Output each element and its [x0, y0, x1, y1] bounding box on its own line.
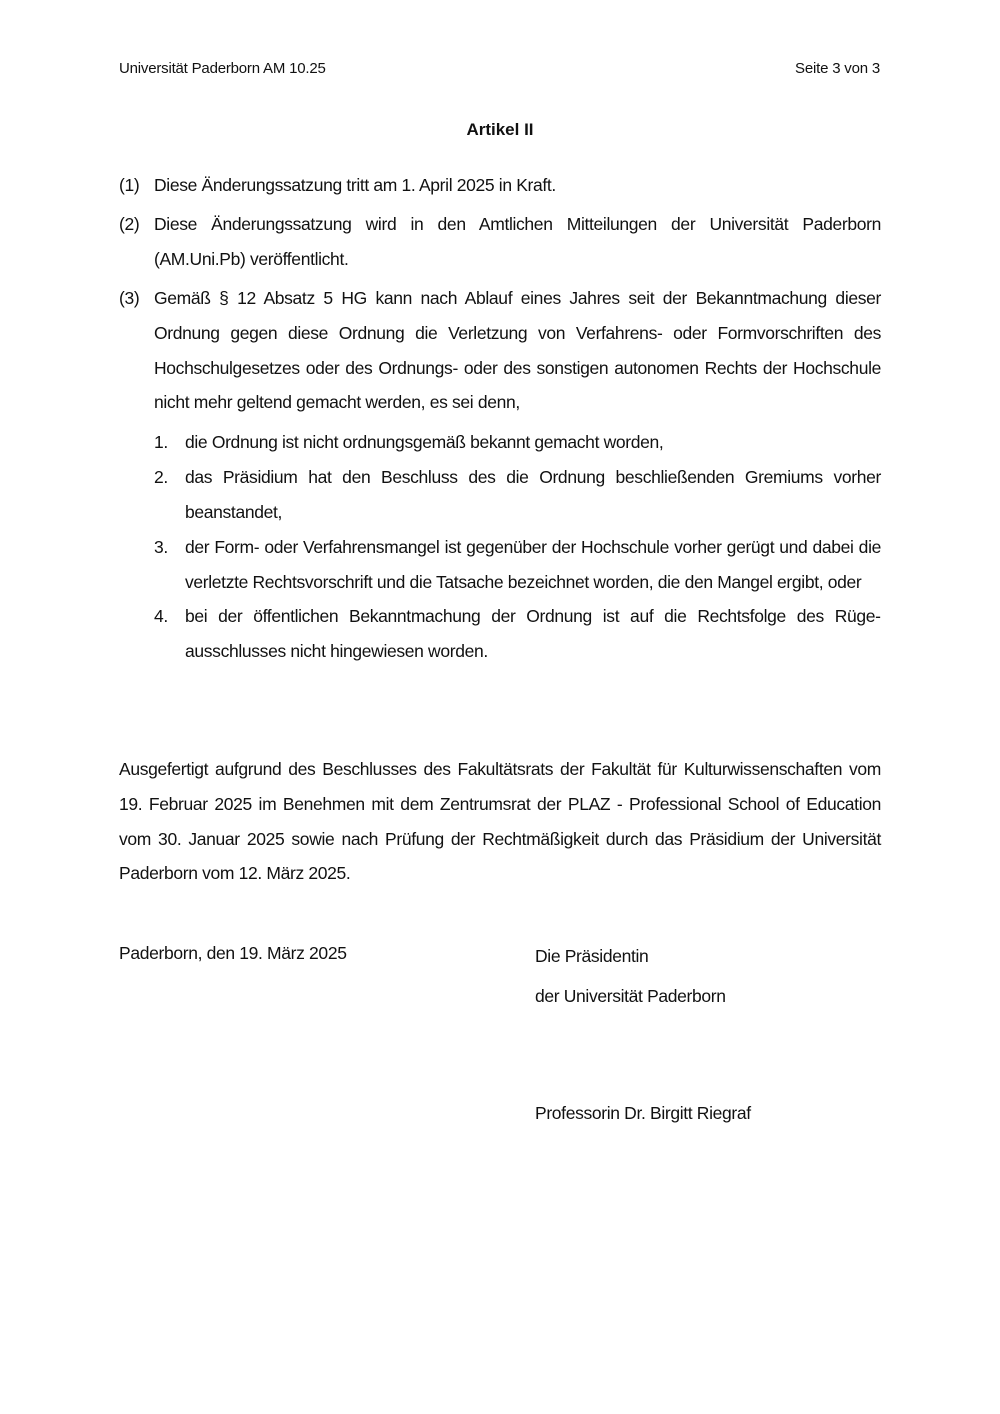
signature-role	[535, 936, 726, 1016]
list-item-number: 2.	[154, 467, 168, 487]
article-title: Artikel II	[466, 120, 534, 139]
list-item-text: das Präsidium hat den Beschluss des die Ordnung beschließenden Gremiums vorher beanstandet,	[185, 467, 881, 522]
closing-statement: Ausgefertigt aufgrund des Beschlusses des Fakultätsrats der Fakultät für Kulturwissenschaften vom 19. Februar 2025 im Benehmen mit dem Zentrumsrat der PLAZ - Professional School of Education vom 30. Januar 2025 sowie nach Prüfung der Rechtmäßigkeit durch das Präsidium der Universität Paderborn vom 12. März 2025.	[119, 759, 881, 884]
paragraph-3	[119, 281, 881, 420]
paragraph-number: (1)	[119, 175, 140, 195]
header-institution: Universität Paderborn AM 10.25	[119, 60, 326, 77]
list-item	[154, 530, 881, 600]
signature-role-line-2: der Universität Paderborn	[535, 986, 726, 1006]
list-item	[154, 460, 881, 530]
list-item-number: 3.	[154, 537, 168, 557]
paragraph-number: (2)	[119, 214, 140, 234]
place-date: Paderborn, den 19. März 2025	[119, 943, 347, 963]
paragraph-text: Diese Änderungssatzung wird in den Amtlichen Mitteilungen der Universität Paderborn (AM.Uni.Pb) veröffentlicht.	[154, 214, 881, 269]
signature-role-line-1: Die Präsidentin	[535, 946, 649, 966]
paragraph-number: (3)	[119, 288, 140, 308]
paragraph-text: Diese Änderungssatzung tritt am 1. April 2025 in Kraft.	[154, 175, 556, 195]
list-item-number: 4.	[154, 606, 168, 626]
list-item	[154, 425, 881, 460]
paragraph-1	[119, 168, 881, 203]
signer-name: Professorin Dr. Birgitt Riegraf	[535, 1103, 751, 1123]
paragraph-2	[119, 207, 881, 277]
list-item-text: bei der öffentlichen Bekanntmachung der Ordnung ist auf die Rechtsfolge des Rügeausschlusses nicht hingewiesen worden.	[185, 606, 881, 661]
list-item-text: die Ordnung ist nicht ordnungsgemäß bekannt gemacht worden,	[185, 432, 664, 452]
paragraph-text: Gemäß § 12 Absatz 5 HG kann nach Ablauf eines Jahres seit der Bekanntmachung dieser Ordnung gegen diese Ordnung die Verletzung von Verfahrens- oder Formvorschriften des Hochschulgesetzes oder des Ordnungs- oder des sonstigen autonomen Rechts der Hochschule nicht mehr geltend gemacht werden, es sei denn,	[154, 288, 881, 413]
list-item-number: 1.	[154, 432, 168, 452]
list-item-text: der Form- oder Verfahrensmangel ist gegenüber der Hochschule vorher gerügt und dabei die verletzte Rechtsvorschrift und die Tatsache bezeichnet worden, die den Mangel ergibt, oder	[185, 537, 881, 592]
header-page-number: Seite 3 von 3	[795, 60, 880, 77]
list-item	[154, 599, 881, 669]
